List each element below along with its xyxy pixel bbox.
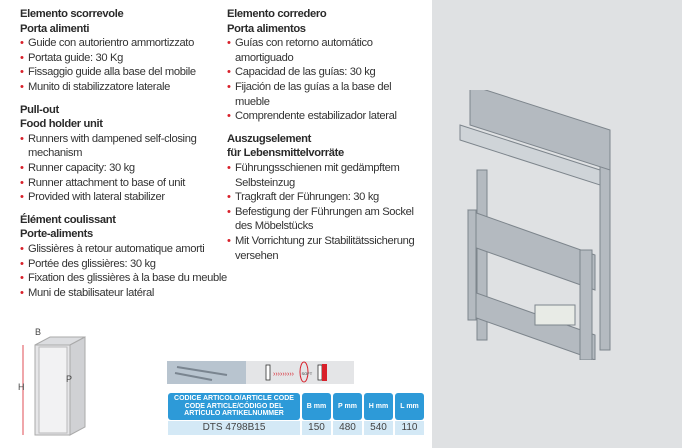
english-block bbox=[20, 103, 210, 205]
header-p: P mm bbox=[333, 393, 362, 420]
heading: Elemento corredero bbox=[227, 8, 327, 20]
bullet: • Fijación de las guías a la base del mueble bbox=[227, 80, 427, 109]
soft-label: SOFT bbox=[301, 371, 313, 376]
bullet: • Mit Vorrichtung zur Stabilitätssicherung versehen bbox=[227, 234, 422, 263]
header-h: H mm bbox=[364, 393, 393, 420]
value-l: 110 bbox=[395, 421, 424, 435]
bullet: • Runner capacity: 30 kg bbox=[20, 161, 210, 176]
width-label: B bbox=[35, 327, 42, 337]
bullet: • Glissières à retour automatique amorti bbox=[20, 242, 227, 257]
bullet: • Portée des glissières: 30 kg bbox=[20, 257, 227, 272]
soft-close-image bbox=[246, 361, 354, 384]
value-h: 540 bbox=[364, 421, 393, 435]
bullet: • Guide con autorientro ammortizzato bbox=[20, 36, 227, 51]
depth-label: P bbox=[66, 374, 73, 384]
subheading: für Lebensmittelvorräte bbox=[227, 147, 344, 160]
bullet: • Portata guide: 30 Kg bbox=[20, 51, 227, 66]
french-block bbox=[20, 213, 227, 301]
cabinet-dimension-diagram bbox=[15, 325, 95, 445]
bullet: • Runners with dampened self-closing mechanism bbox=[20, 132, 210, 161]
bullet: • Fissaggio guide alla base del mobile bbox=[20, 65, 227, 80]
svg-text:›››››››››: ››››››››› bbox=[273, 371, 294, 378]
heading: Pull-out bbox=[20, 103, 59, 116]
bullet: • Runner attachment to base of unit bbox=[20, 176, 210, 191]
subheading: Porta alimenti bbox=[20, 22, 90, 35]
bullet: • Guías con retorno automático amortiguado bbox=[227, 36, 427, 65]
bullet: • Tragkraft der Führungen: 30 kg bbox=[227, 190, 422, 205]
bullet: • Muni de stabilisateur latéral bbox=[20, 286, 227, 301]
bullet: • Provided with lateral stabilizer bbox=[20, 190, 210, 205]
pull-out-rack-image bbox=[450, 90, 650, 360]
value-b: 150 bbox=[302, 421, 331, 435]
heading: Auszugselement bbox=[227, 132, 311, 145]
heading: Elemento scorrevole bbox=[20, 8, 124, 20]
italian-block bbox=[20, 7, 227, 95]
article-code: DTS 4798B15 bbox=[168, 421, 300, 435]
runner-image bbox=[167, 361, 246, 384]
subheading: Porte-aliments bbox=[20, 228, 93, 241]
bullet: • Comprendente estabilizador lateral bbox=[227, 109, 427, 124]
text-column-left bbox=[20, 7, 227, 308]
value-p: 480 bbox=[333, 421, 362, 435]
text-column-right bbox=[227, 7, 427, 271]
header-article-code: CODICE ARTICOLO/ARTICLE CODE CODE ARTICLE/CÓDIGO DEL ARTÍCULO ARTIKELNUMMER bbox=[168, 393, 300, 420]
german-block bbox=[227, 132, 422, 263]
table-row bbox=[168, 421, 424, 435]
heading: Élément coulissant bbox=[20, 213, 116, 226]
bullet: • Munito di stabilizzatore laterale bbox=[20, 80, 227, 95]
runner-icon bbox=[167, 361, 246, 384]
header-l: L mm bbox=[395, 393, 424, 420]
article-table bbox=[166, 392, 426, 436]
subheading: Food holder unit bbox=[20, 118, 103, 131]
soft-close-icon bbox=[246, 361, 354, 384]
bullet: • Capacidad de las guías: 30 kg bbox=[227, 65, 427, 80]
bullet: • Fixation des glissières à la base du meuble bbox=[20, 271, 227, 286]
subheading: Porta alimentos bbox=[227, 22, 306, 35]
bullet: • Befestigung der Führungen am Sockel des Möbelstücks bbox=[227, 205, 422, 234]
height-label: H bbox=[18, 382, 25, 392]
header-b: B mm bbox=[302, 393, 331, 420]
spanish-block bbox=[227, 7, 427, 124]
bullet: • Führungsschienen mit gedämpftem Selbsteinzug bbox=[227, 161, 422, 190]
table-header-row bbox=[168, 393, 424, 420]
